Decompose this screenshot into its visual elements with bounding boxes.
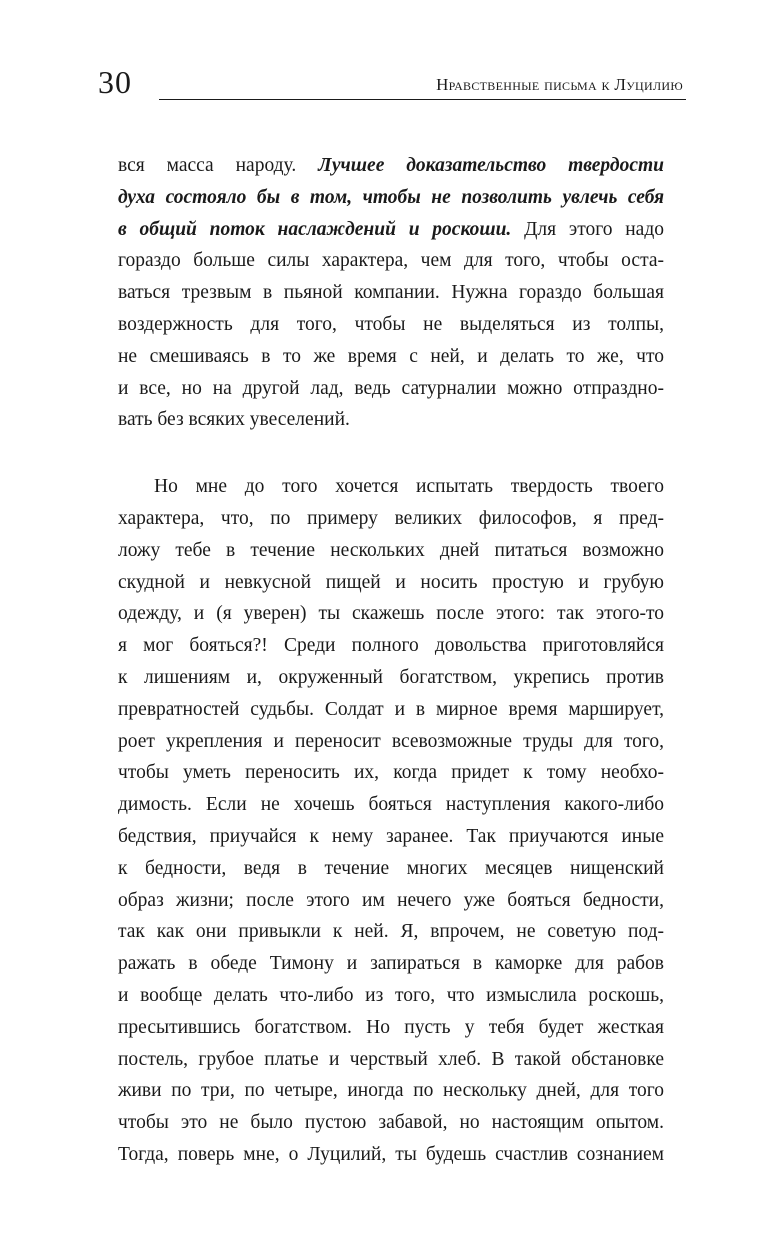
text-line: не смешиваясь в то же время с ней, и делать то же, что	[118, 345, 664, 367]
emphasized-text: Лучшее доказательство твердости	[318, 155, 665, 176]
emphasized-text: в общий поток наслаждений и роскоши.	[118, 218, 512, 240]
text-line: так как они привыкли к ней. Я, впрочем, не советую под-	[118, 921, 664, 943]
text-run: Для этого надо	[511, 218, 664, 240]
text-line	[118, 182, 664, 214]
text-line: характера, что, по примеру великих философов, я пред-	[118, 507, 664, 529]
text-run: вся масса народу.	[118, 155, 319, 176]
text-line: Но мне до того хочется испытать твердость твоего	[154, 476, 664, 498]
text-line: образ жизни; после этого им нечего уже бояться бедности,	[118, 889, 664, 911]
body-text	[118, 150, 664, 1171]
text-line: превратностей судьбы. Солдат и в мирное время марширует,	[118, 698, 664, 720]
text-line	[118, 150, 664, 182]
page-number: 30	[98, 64, 132, 100]
text-line: чтобы уметь переносить их, когда придет к тому необхо-	[118, 762, 664, 784]
text-line: чтобы это не было пустою забавой, но настоящим опытом.	[118, 1112, 664, 1134]
text-line: гораздо больше силы характера, чем для того, чтобы оста-	[118, 250, 664, 272]
text-line: вать без всяких увеселений.	[118, 409, 350, 431]
paragraph-gap	[118, 436, 664, 471]
text-line: пресытившись богатством. Но пусть у тебя будет жесткая	[118, 1016, 664, 1038]
text-line: живи по три, по четыре, иногда по нескольку дней, для того	[118, 1080, 664, 1102]
text-line: ражать в обеде Тимону и запираться в каморке для рабов	[118, 953, 664, 975]
running-title: Нравственные письма к Луцилию	[436, 75, 683, 94]
text-line: к бедности, ведя в течение многих месяцев нищенский	[118, 857, 664, 879]
text-line: димость. Если не хочешь бояться наступления какого-либо	[118, 794, 664, 816]
text-line: роет укрепления и переносит всевозможные труды для того,	[118, 730, 664, 752]
text-line: скудной и невкусной пищей и носить простую и грубую	[118, 571, 664, 593]
text-line: Тогда, поверь мне, о Луцилий, ты будешь счастлив сознанием	[118, 1143, 664, 1165]
text-line: бедствия, приучайся к нему заранее. Так приучаются иные	[118, 825, 664, 847]
text-line: и все, но на другой лад, ведь сатурналии можно отпраздно-	[118, 377, 664, 399]
text-line: одежду, и (я уверен) ты скажешь после этого: так этого-то	[118, 603, 664, 625]
text-line: воздержность для того, чтобы не выделяться из толпы,	[118, 313, 664, 335]
text-line: постель, грубое платье и черствый хлеб. В такой обстановке	[118, 1048, 664, 1070]
emphasized-text: духа состояло бы в том, чтобы не позволить увлечь себя	[118, 186, 664, 208]
text-line: я мог бояться?! Среди полного довольства приготовляйся	[118, 635, 664, 657]
paragraph-1	[118, 150, 664, 436]
header-rule	[159, 99, 686, 100]
paragraph-2	[118, 471, 664, 1171]
text-line: и вообще делать что-либо из того, что измыслила роскошь,	[118, 984, 664, 1006]
text-line	[118, 214, 664, 246]
text-line: ваться трезвым в пьяной компании. Нужна гораздо большая	[118, 282, 664, 304]
text-line: ложу тебе в течение нескольких дней питаться возможно	[118, 539, 664, 561]
text-line: к лишениям и, окруженный богатством, укрепись против	[118, 666, 664, 688]
